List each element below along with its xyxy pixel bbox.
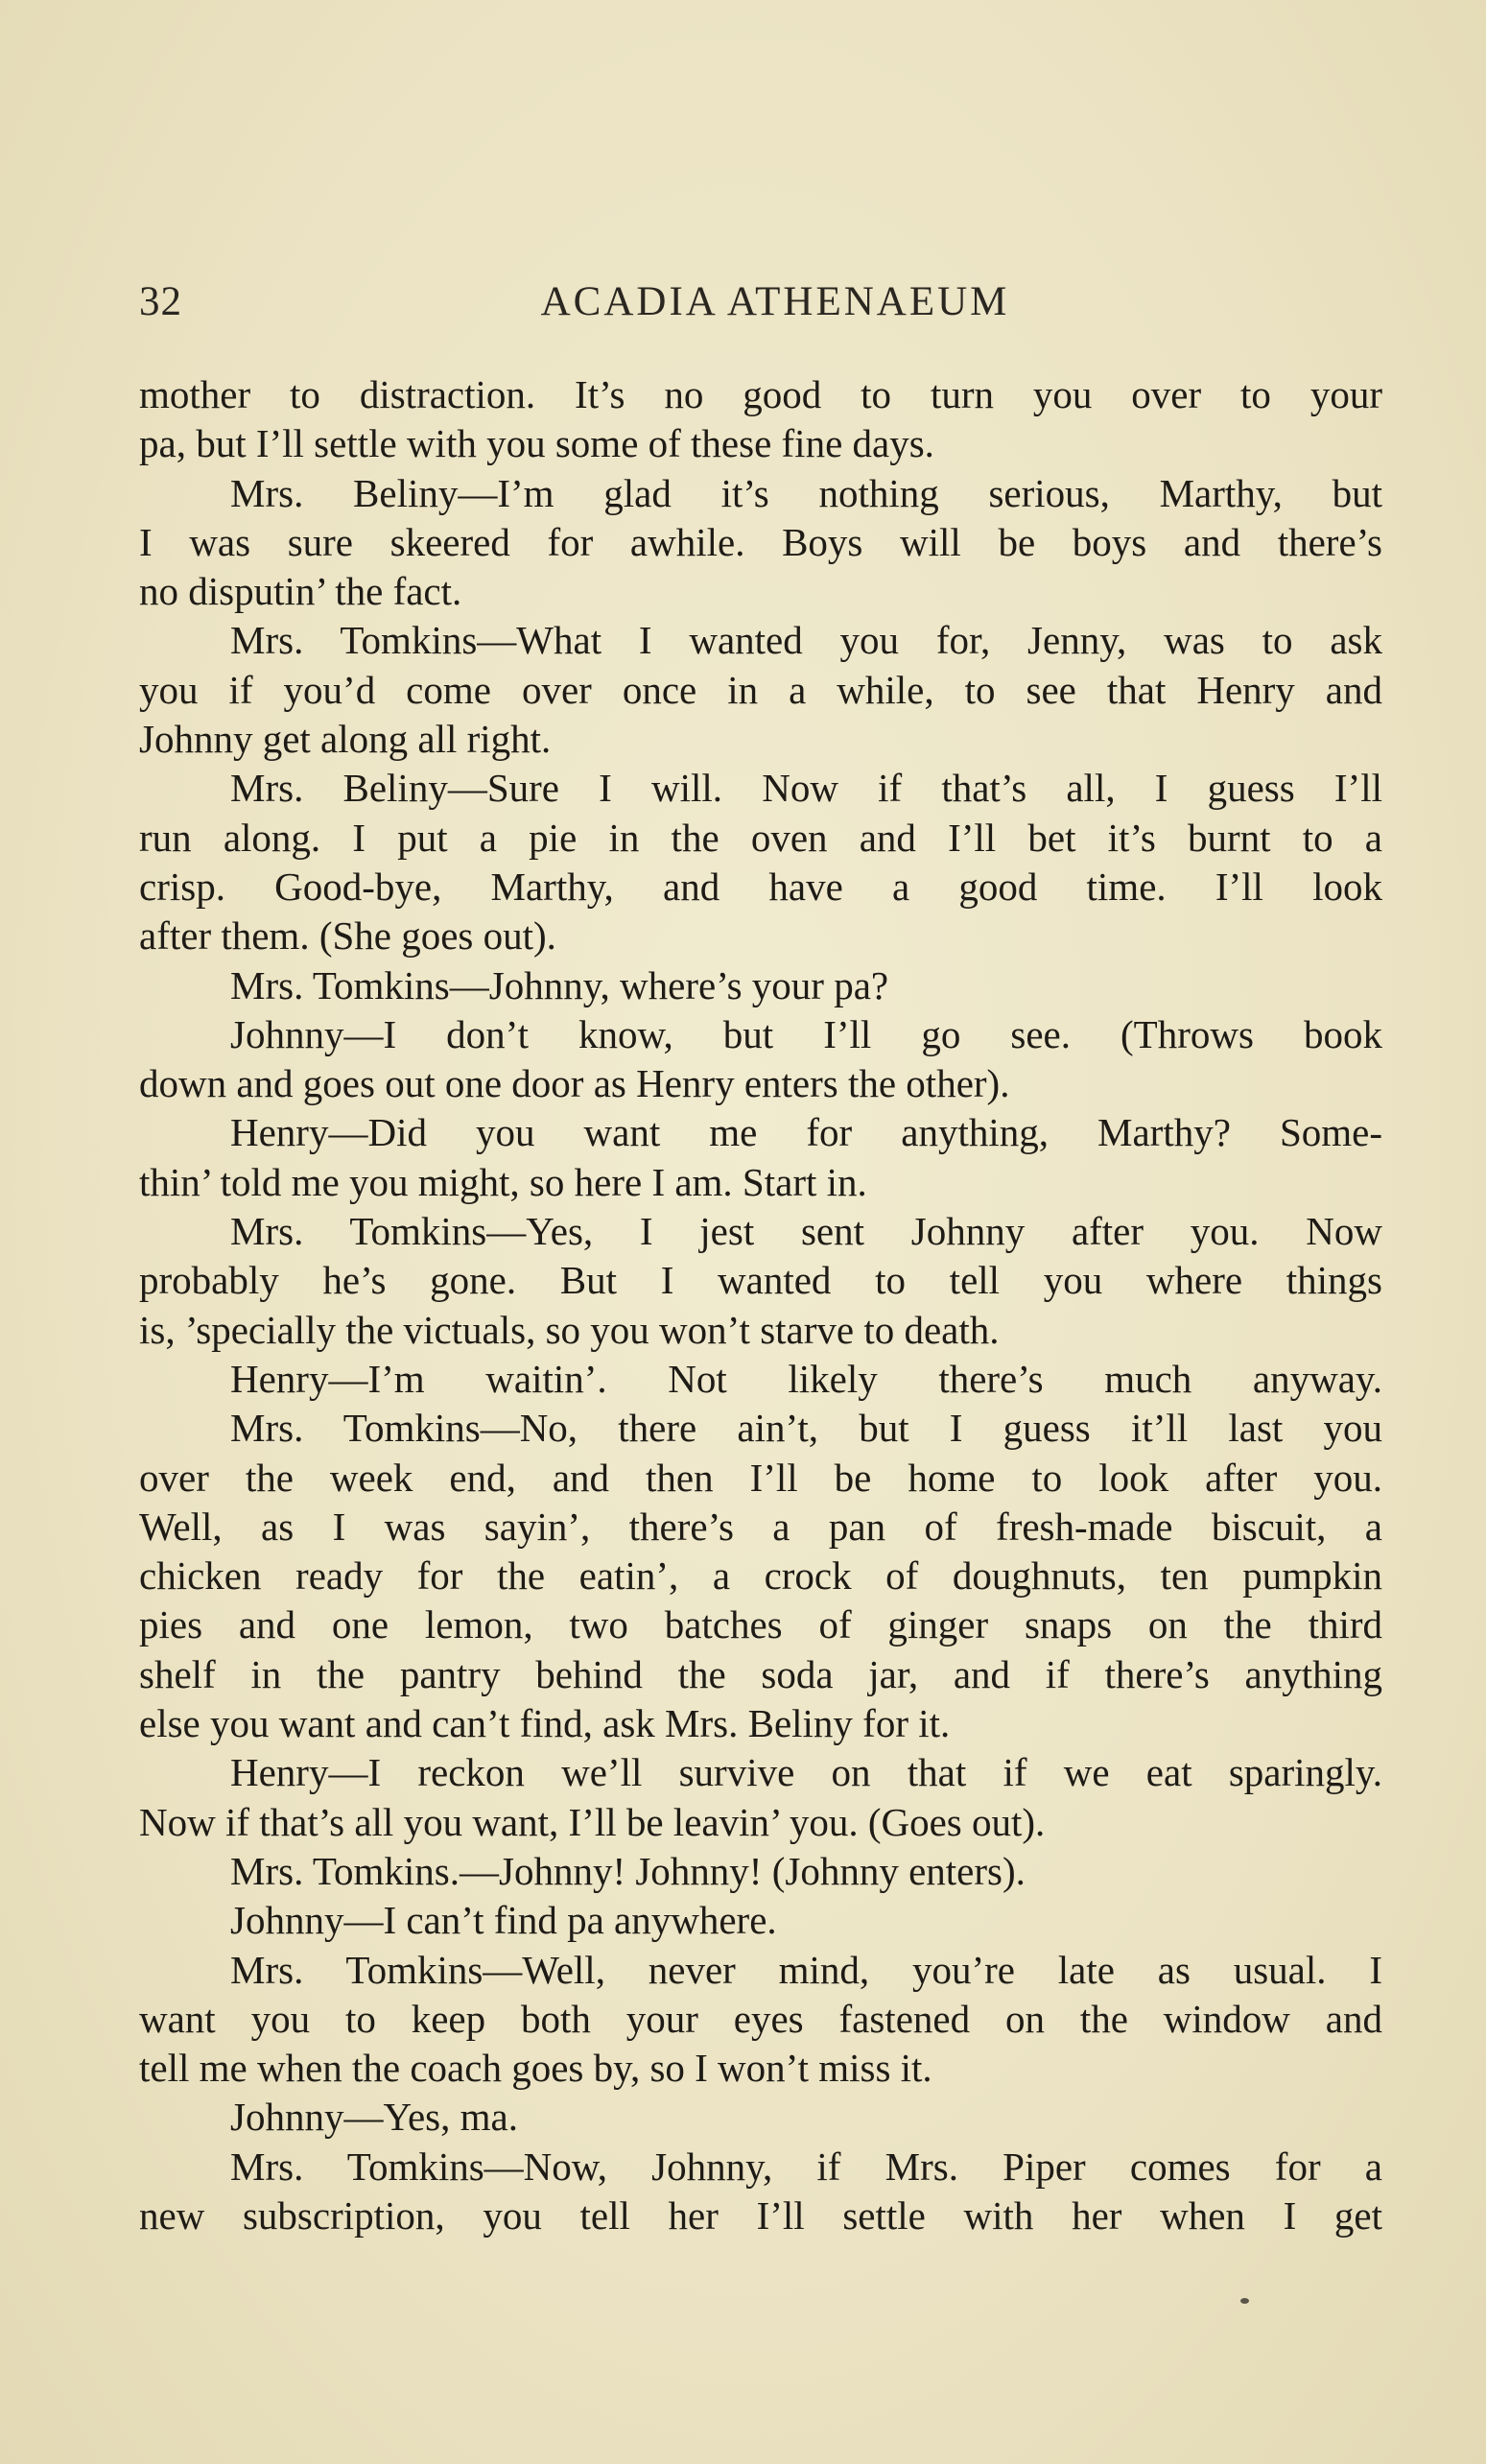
page-header (139, 278, 1382, 332)
text-line: Well, as I was sayin’, there’s a pan of fresh-made biscuit, a (139, 1504, 1382, 1549)
text-line: Mrs. Tomkins—No, there ain’t, but I guess it’ll last you (230, 1406, 1382, 1451)
text-line: Mrs. Tomkins.—Johnny! Johnny! (Johnny enters). (230, 1848, 1026, 1893)
text-line: shelf in the pantry behind the soda jar, and if there’s anything (139, 1651, 1382, 1696)
text-line: you if you’d come over once in a while, to see that Henry and (139, 667, 1382, 712)
text-line: Mrs. Tomkins—Well, never mind, you’re late as usual. I (230, 1947, 1382, 1992)
text-line: pa, but I’ll settle with you some of these fine days. (139, 421, 934, 466)
text-line: Henry—Did you want me for anything, Marthy? Some- (230, 1110, 1382, 1155)
text-line: I was sure skeered for awhile. Boys will be boys and there’s (139, 519, 1382, 564)
text-line: Johnny—Yes, ma. (230, 2095, 518, 2140)
body-text (139, 370, 1382, 2240)
text-line: down and goes out one door as Henry enters the other). (139, 1061, 1010, 1106)
text-line: over the week end, and then I’ll be home to look after you. (139, 1455, 1382, 1500)
text-line: Mrs. Tomkins—Yes, I jest sent Johnny after you. Now (230, 1209, 1382, 1254)
text-line: Johnny—I don’t know, but I’ll go see. (Throws book (230, 1011, 1382, 1056)
text-line: no disputin’ the fact. (139, 569, 462, 614)
text-line: Henry—I reckon we’ll survive on that if we eat sparingly. (230, 1750, 1382, 1795)
text-line: else you want and can’t find, ask Mrs. Beliny for it. (139, 1701, 951, 1746)
text-line: Mrs. Beliny—I’m glad it’s nothing serious, Marthy, but (230, 470, 1382, 515)
text-line: Henry—I’m waitin’. Not likely there’s much anyway. (230, 1356, 1382, 1401)
text-line: thin’ told me you might, so here I am. Start in. (139, 1159, 867, 1204)
text-line: run along. I put a pie in the oven and I’ll bet it’s burnt to a (139, 815, 1382, 860)
text-line: tell me when the coach goes by, so I won’t miss it. (139, 2046, 932, 2091)
text-line: Mrs. Tomkins—Johnny, where’s your pa? (230, 962, 889, 1007)
text-line: Mrs. Tomkins—Now, Johnny, if Mrs. Piper comes for a (230, 2144, 1382, 2189)
page-number: 32 (139, 279, 182, 324)
ink-speck (1240, 2298, 1249, 2304)
text-line: pies and one lemon, two batches of ginger snaps on the third (139, 1602, 1382, 1647)
text-line: mother to distraction. It’s no good to turn you over to your (139, 372, 1382, 416)
text-line: Johnny—I can’t find pa anywhere. (230, 1898, 777, 1943)
text-line: Johnny get along all right. (139, 717, 552, 762)
text-line: is, ’specially the victuals, so you won’t starve to death. (139, 1307, 1000, 1352)
text-line: new subscription, you tell her I’ll settle with her when I get (139, 2192, 1382, 2238)
text-line: want you to keep both your eyes fastened on the window and (139, 1996, 1382, 2041)
running-head: ACADIA ATHENAEUM (540, 279, 1010, 324)
page (139, 278, 1382, 2240)
text-line: Now if that’s all you want, I’ll be leavin’ you. (Goes out). (139, 1799, 1046, 1844)
text-line: after them. (She goes out). (139, 913, 556, 959)
text-line: chicken ready for the eatin’, a crock of doughnuts, ten pumpkin (139, 1553, 1382, 1599)
text-line: Mrs. Beliny—Sure I will. Now if that’s all, I guess I’ll (230, 766, 1382, 811)
text-line: probably he’s gone. But I wanted to tell you where things (139, 1258, 1382, 1303)
text-line: crisp. Good-bye, Marthy, and have a good time. I’ll look (139, 864, 1382, 909)
text-line: Mrs. Tomkins—What I wanted you for, Jenny, was to ask (230, 618, 1382, 663)
